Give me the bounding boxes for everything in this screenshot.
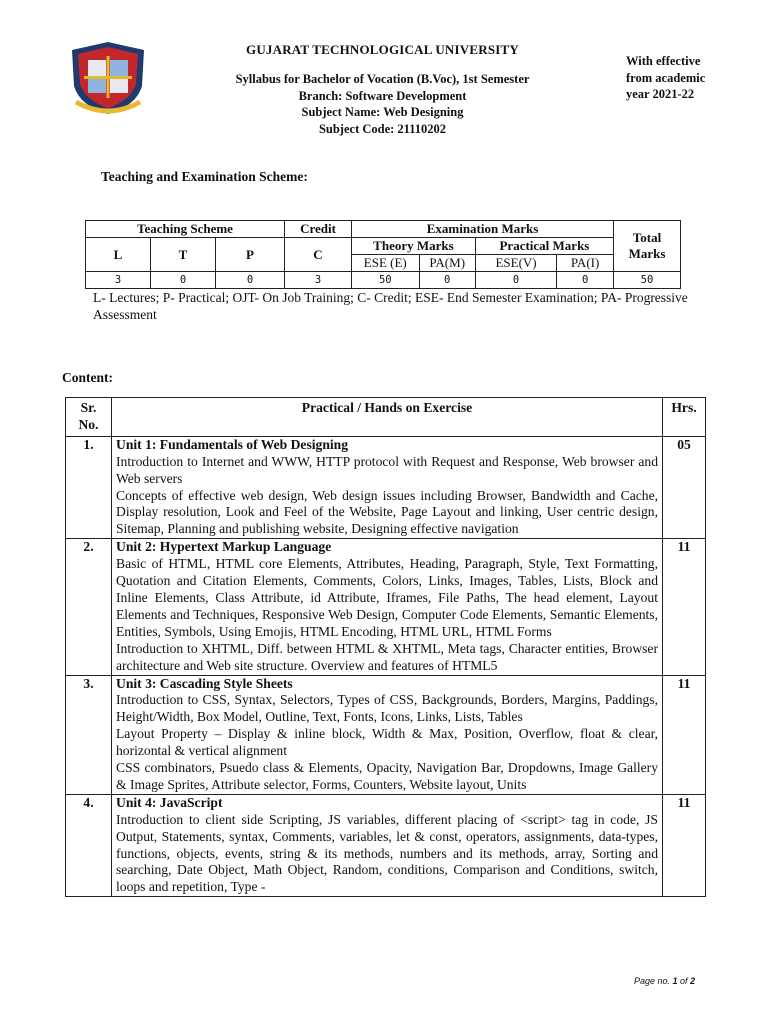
row-hrs: 05: [663, 436, 706, 538]
row-content: [112, 675, 663, 794]
effective-line-2: from academic: [626, 70, 706, 85]
pa-m-header: PA(M): [419, 255, 475, 272]
unit-title: Unit 1: Fundamentals of Web Designing: [116, 436, 349, 452]
content-table: [65, 397, 706, 897]
value-ese-e: 50: [352, 272, 420, 289]
row-sr: 1.: [66, 436, 112, 538]
page-number: [634, 976, 695, 986]
page-of: of: [677, 976, 691, 986]
effective-line-3: year 2021-22: [626, 87, 695, 101]
unit-description: Introduction to XHTML, Diff. between HTML & XHTML, Meta tags, Character entities, Browser architecture and Web site structure. Overview and features of HTML5: [116, 640, 658, 673]
unit-description: Introduction to Internet and WWW, HTTP protocol with Request and Response, Web browser and Web servers: [116, 453, 658, 486]
gtu-logo: [66, 40, 150, 116]
col-t: T: [151, 238, 216, 272]
practical-marks-header: Practical Marks: [475, 238, 613, 255]
col-c: C: [285, 238, 352, 272]
row-hrs: 11: [663, 675, 706, 794]
table-row: [66, 436, 706, 538]
unit-title: Unit 2: Hypertext Markup Language: [116, 539, 332, 555]
table-row: [66, 675, 706, 794]
subject-name-line: Subject Name: Web Designing: [301, 105, 464, 119]
unit-title: Unit 4: JavaScript: [116, 794, 223, 810]
branch-line: Branch: Software Development: [298, 88, 467, 103]
syllabus-line: Syllabus for Bachelor of Vocation (B.Voc), 1st Semester: [235, 72, 530, 86]
teaching-scheme-table: [85, 220, 681, 289]
pa-i-header: PA(I): [557, 255, 614, 272]
content-header-row: [66, 398, 706, 437]
document-header: [180, 42, 585, 137]
unit-description: Concepts of effective web design, Web design issues including Browser, Bandwidth and Cache, Display resolution, Look and Feel of the Website, Page Layout and linking, User centric design, Sitemap, Planning and publishing website, Designing effective navigation: [116, 487, 658, 537]
row-hrs: 11: [663, 539, 706, 675]
current-page: 1: [672, 976, 678, 986]
row-sr: 3.: [66, 675, 112, 794]
unit-description: Layout Property – Display & inline block, Width & Max, Position, Overflow, float & clear, horizontal & vertical alignment: [116, 726, 658, 759]
row-content: [112, 794, 663, 896]
sr-no-header: Sr. No.: [66, 398, 112, 437]
value-pa-i: 0: [557, 272, 614, 289]
row-content: [112, 539, 663, 675]
row-sr: 4.: [66, 794, 112, 896]
page-label: Page no.: [634, 976, 673, 986]
value-t: 0: [151, 272, 216, 289]
row-sr: 2.: [66, 539, 112, 675]
unit-description: CSS combinators, Psuedo class & Elements, Opacity, Navigation Bar, Dropdowns, Image Gallery & Image Sprites, Attribute selector, Forms, Counters, Website layout, Units: [116, 760, 658, 792]
subject-code-line: Subject Code: 21110202: [318, 121, 447, 136]
content-title: Content:: [62, 370, 113, 385]
value-l: 3: [86, 272, 151, 289]
total-pages: 2: [690, 976, 696, 986]
ese-v-header: ESE(V): [475, 255, 556, 272]
exercise-header: Practical / Hands on Exercise: [112, 398, 663, 437]
col-p: P: [216, 238, 285, 272]
scheme-title: Teaching and Examination Scheme:: [101, 169, 308, 184]
abbreviations-note: L- Lectures; P- Practical; OJT- On Job Training; C- Credit; ESE- End Semester Examination; PA- Progressive Assessment: [93, 290, 688, 322]
value-total: 50: [614, 272, 681, 289]
row-content: [112, 436, 663, 538]
effective-line-1: With effective: [626, 54, 701, 68]
theory-marks-header: Theory Marks: [352, 238, 476, 255]
credit-header: Credit: [285, 221, 352, 238]
unit-description: Introduction to CSS, Syntax, Selectors, Types of CSS, Backgrounds, Borders, Margins, Paddings, Height/Width, Box Model, Outline, Text, Fonts, Icons, Links, Lists, Tables: [116, 692, 658, 725]
value-c: 3: [285, 272, 352, 289]
table-row: [66, 794, 706, 896]
effective-year-note: [626, 53, 736, 103]
value-pa-m: 0: [419, 272, 475, 289]
unit-description: Basic of HTML, HTML core Elements, Attributes, Heading, Paragraph, Style, Text Formatting, Quotation and Citation Elements, Comments, Colors, Links, Images, Tables, Lists, Block and Inline Elements, Class Attribute, id Attribute, Iframes, File Paths, The head element, Layout Elements and Techniques, Responsive Web Design, Computer Code Elements, Semantic Elements, Entities, Symbols, Using Emojis, HTML Encoding, HTML URL, HTML Forms: [116, 556, 658, 639]
col-l: L: [86, 238, 151, 272]
table-row: [66, 539, 706, 675]
university-name: GUJARAT TECHNOLOGICAL UNIVERSITY: [246, 42, 519, 57]
unit-description: Introduction to client side Scripting, JS variables, different placing of <script> tag in code, JS Output, Statements, syntax, Comments, variables, let & const, operators, assignments, data-types, functions, objects, events, string & its methods, numbers and its methods, array, Sorting and searching, Date Object, Math Object, Random, conditions, Comparison and Conditions, switch, loops and repetition, Type -: [116, 811, 658, 895]
examination-marks-header: Examination Marks: [352, 221, 614, 238]
unit-title: Unit 3: Cascading Style Sheets: [116, 675, 293, 691]
teaching-scheme-header: Teaching Scheme: [86, 221, 285, 238]
total-marks-header: Total Marks: [614, 221, 681, 272]
hrs-header: Hrs.: [663, 398, 706, 437]
value-ese-v: 0: [475, 272, 556, 289]
row-hrs: 11: [663, 794, 706, 896]
ese-e-header: ESE (E): [352, 255, 420, 272]
value-p: 0: [216, 272, 285, 289]
